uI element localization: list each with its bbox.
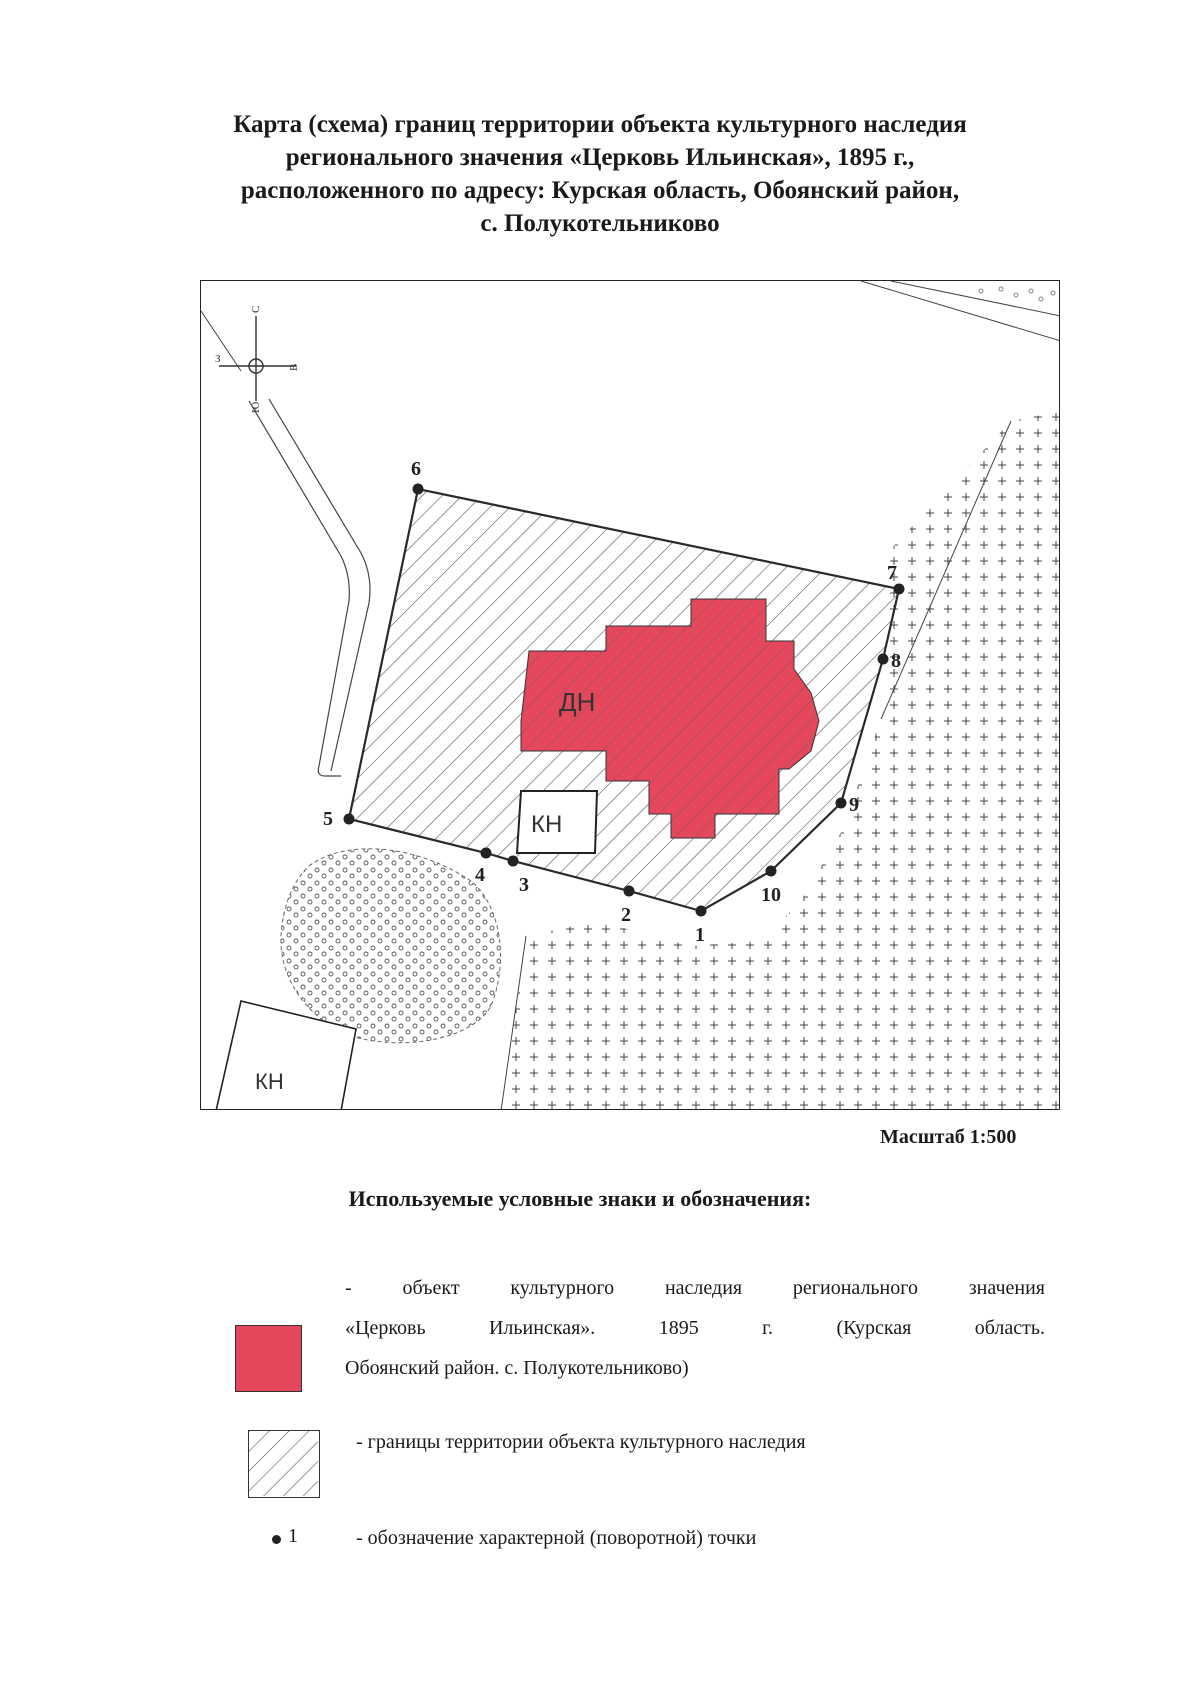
point-8-label: 8 xyxy=(891,650,901,672)
compass-rose xyxy=(219,316,296,401)
compass-north: С xyxy=(250,305,262,313)
title-line-1: Карта (схема) границ территории объекта культурного наследия xyxy=(233,111,967,138)
kn-small-label: КН xyxy=(531,811,563,838)
tree-zone xyxy=(281,849,501,1043)
point-3-label: 3 xyxy=(519,874,529,896)
map-scale: Масштаб 1:500 xyxy=(880,1126,1017,1148)
page-title xyxy=(150,108,1050,240)
point-10-marker xyxy=(766,866,777,877)
point-8-marker xyxy=(878,654,889,665)
legend-point-number: 1 xyxy=(288,1525,298,1547)
point-7-label: 7 xyxy=(887,562,897,584)
church-label: ДН xyxy=(559,687,596,717)
site-map xyxy=(200,280,1060,1110)
legend-church-line-3: Обоянский район. с. Полукотельниково) xyxy=(345,1357,689,1379)
path-road-inner xyxy=(269,399,370,771)
legend-title: Используемые условные знаки и обозначения: xyxy=(348,1186,812,1211)
point-2-label: 2 xyxy=(621,904,631,926)
title-line-4: с. Полукотельниково xyxy=(480,210,720,237)
kn-bottom-label: КН xyxy=(255,1069,284,1094)
point-3-marker xyxy=(508,856,519,867)
point-10-label: 10 xyxy=(761,884,781,906)
map-svg xyxy=(201,281,1060,1110)
compass-south: Ю xyxy=(250,401,262,413)
point-9-marker xyxy=(836,798,847,809)
road-top-dots xyxy=(979,287,1055,301)
point-7-marker xyxy=(894,584,905,595)
compass-west: З xyxy=(215,353,221,365)
legend-boundary-swatch xyxy=(248,1430,320,1498)
point-6-label: 6 xyxy=(411,458,421,480)
legend-point-text: - обозначение характерной (поворотной) точки xyxy=(356,1527,757,1549)
legend-point-dot xyxy=(272,1535,281,1544)
point-6-marker xyxy=(413,484,424,495)
legend-church-swatch xyxy=(235,1325,302,1392)
point-1-marker xyxy=(696,906,707,917)
point-4-marker xyxy=(481,848,492,859)
title-line-3: расположенного по адресу: Курская область, Обоянский район, xyxy=(240,177,960,204)
compass-east: В xyxy=(288,363,300,371)
point-4-label: 4 xyxy=(475,864,485,886)
point-1-label: 1 xyxy=(695,924,705,946)
point-2-marker xyxy=(624,886,635,897)
legend-church-text xyxy=(345,1268,1045,1388)
point-5-label: 5 xyxy=(323,808,333,830)
point-9-label: 9 xyxy=(849,794,859,816)
legend-church-line-1: - объект культурного наследия регионального значения xyxy=(345,1277,1045,1299)
legend-church-line-2: «Церковь Ильинская». 1895 г. (Курская область. xyxy=(345,1317,1045,1339)
legend-boundary-hatch xyxy=(249,1431,318,1496)
legend-boundary-text: - границы территории объекта культурного наследия xyxy=(356,1431,806,1453)
point-5-marker xyxy=(344,814,355,825)
path-road xyxy=(249,401,349,776)
title-line-2: регионального значения «Церковь Ильинская», 1895 г., xyxy=(285,144,915,171)
road-top xyxy=(861,281,1060,341)
map-edge-line xyxy=(201,311,241,371)
